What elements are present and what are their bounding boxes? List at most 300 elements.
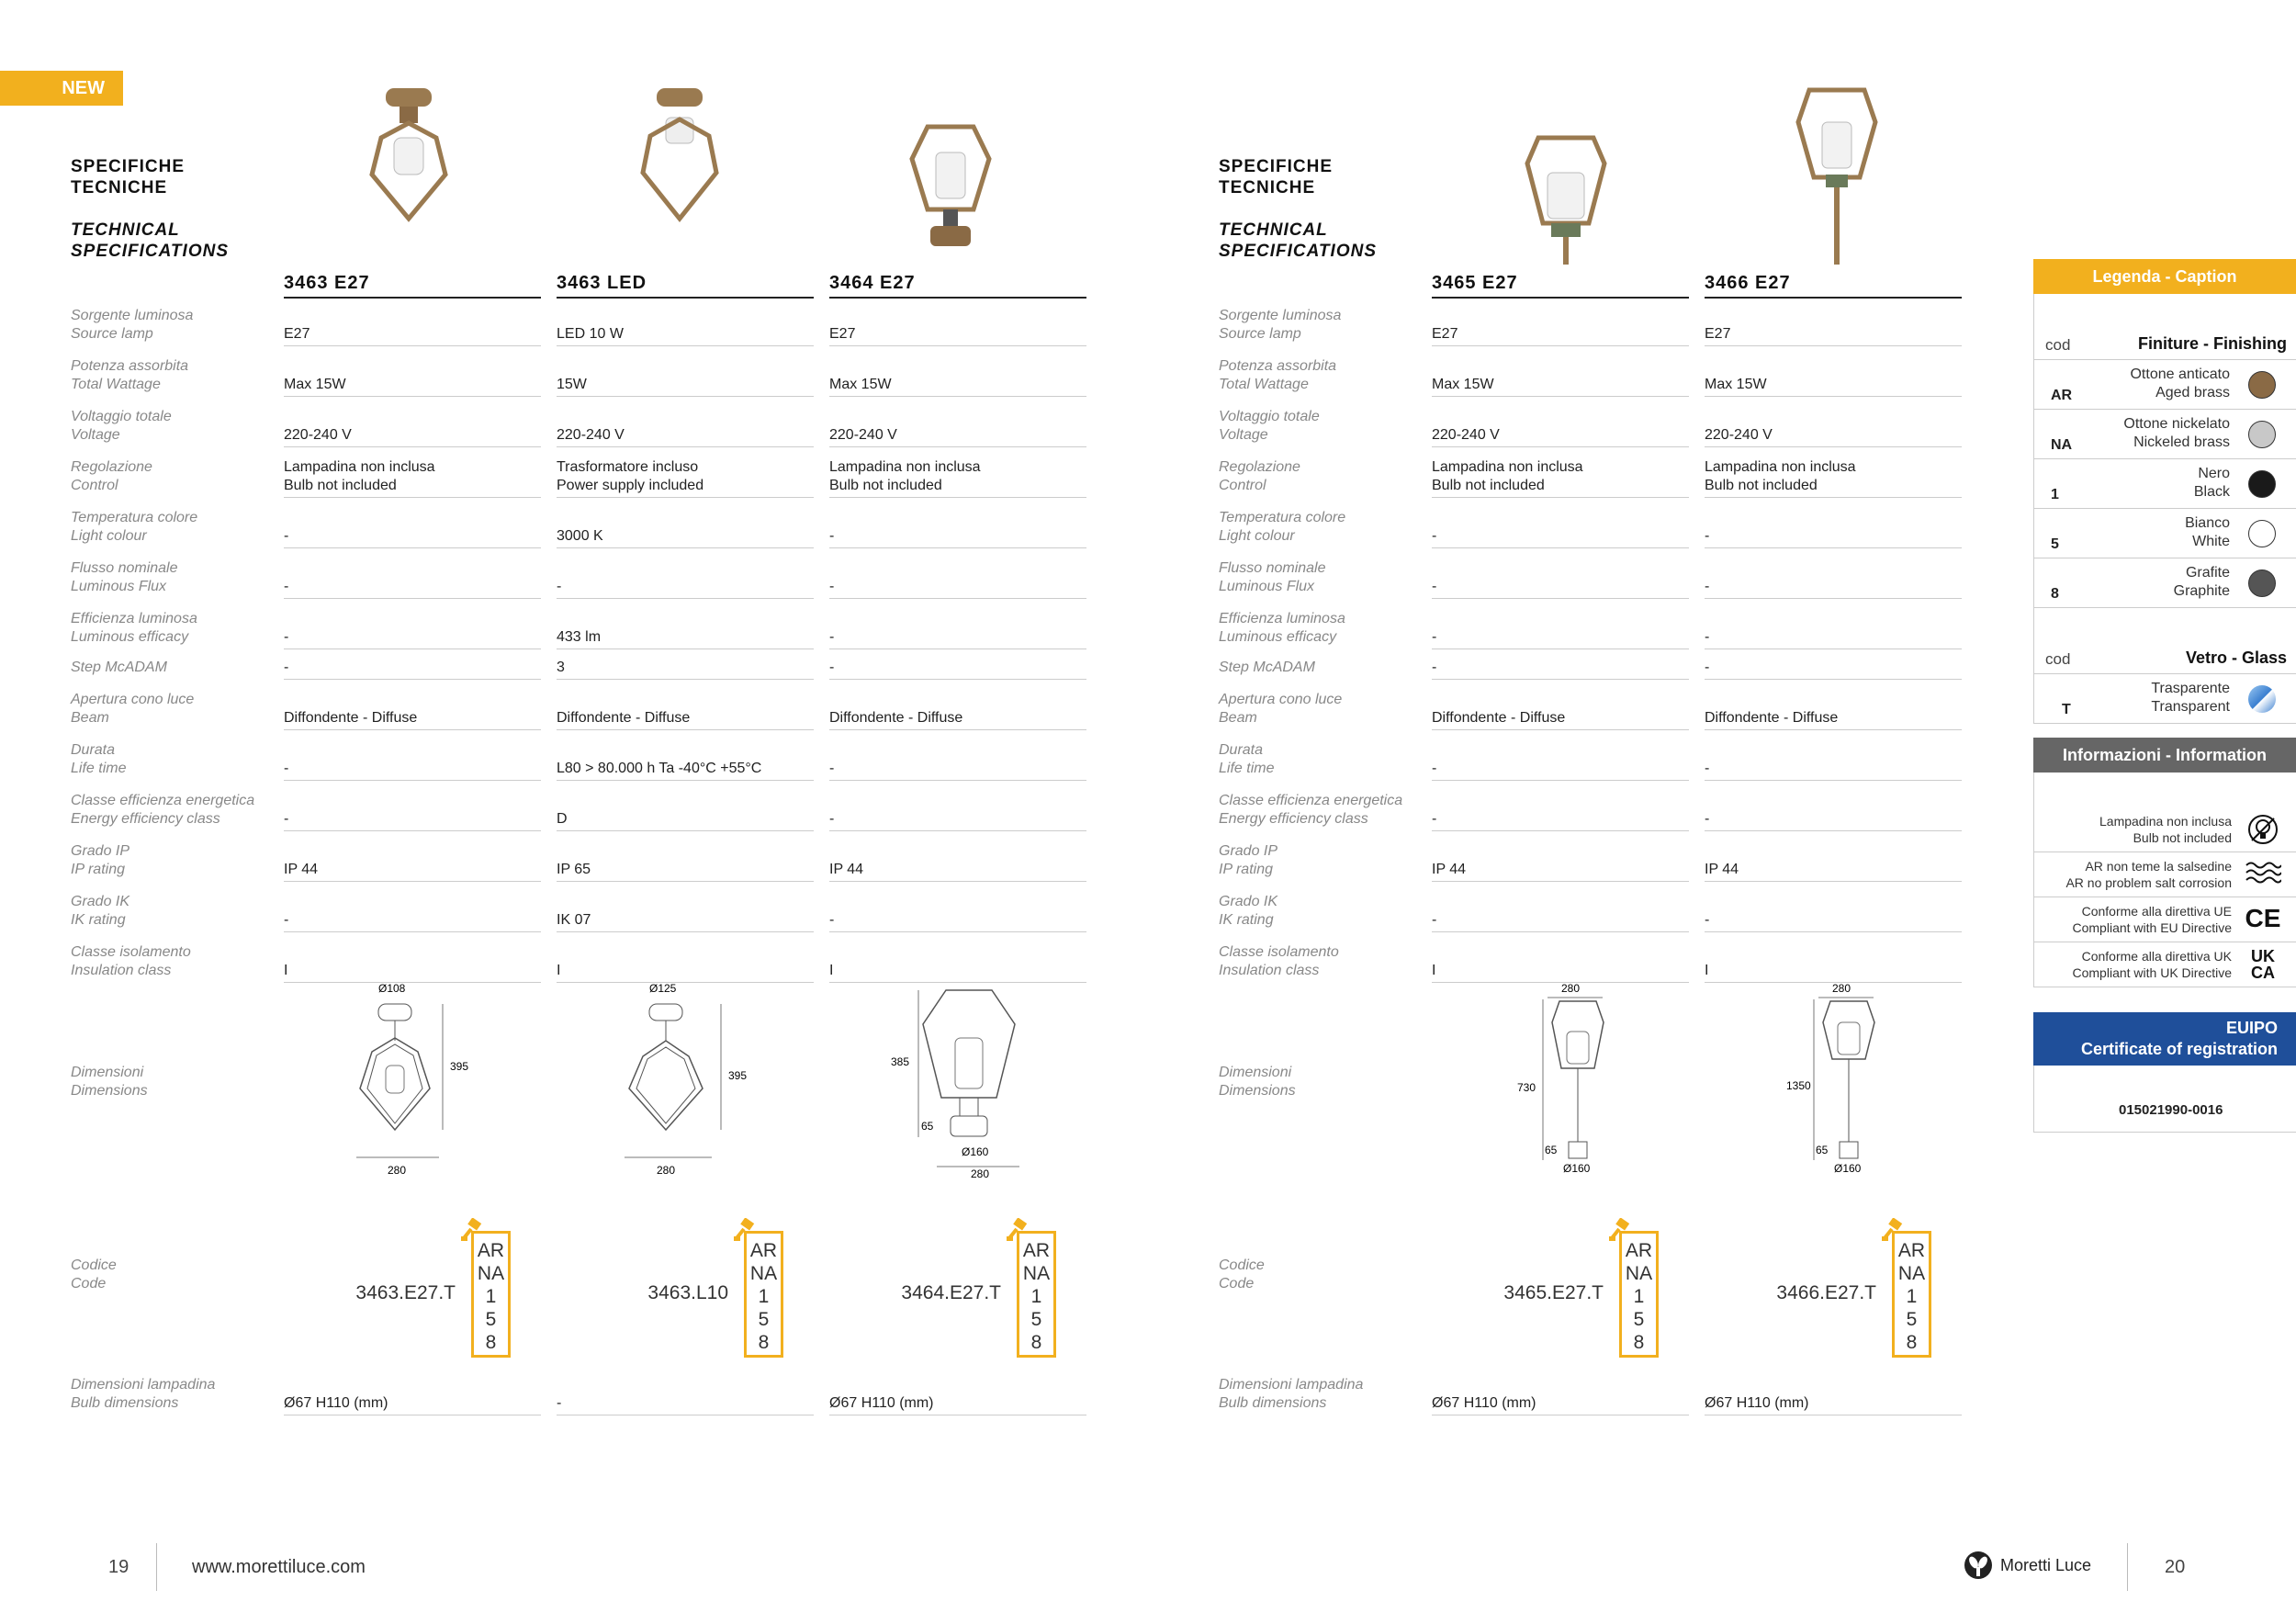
finish-row-label-en: Graphite [2173,583,2230,599]
spec-cell [557,709,814,730]
row-label [1219,357,1336,394]
spec-cell [1705,861,1962,882]
spec-value: - [284,579,289,594]
spec-cell [829,376,1086,397]
row-label-it: Flusso nominale [1219,560,1326,576]
row-label-en: Insulation class [1219,963,1320,978]
spec-value: - [1432,761,1437,776]
spec-value: E27 [1705,326,1731,342]
finish-row-label-it: Nero [2198,466,2230,481]
row-label-en: Beam [71,710,109,726]
spec-value: Max 15W [1432,377,1494,392]
row-label [1219,458,1300,495]
spec-cell [1432,426,1689,447]
legend-title: Legenda - Caption [2033,259,2296,294]
spec-cell [1705,376,1962,397]
spec-cell [1432,962,1689,983]
spec-cell [1432,458,1689,498]
info-row-label-it: AR non teme la salsedine [2085,859,2232,874]
dim-base-label: Ø160 [962,1145,989,1158]
bulb-dimensions-label-en: Bulb dimensions [71,1395,179,1411]
spec-value: LED 10 W [557,326,624,342]
spec-value: IP 44 [1432,862,1467,877]
spec-cell [1705,628,1962,649]
spec-value: 220-240 V [1705,427,1773,443]
spec-value: - [284,811,289,827]
finish-row-label-en: Aged brass [2155,385,2230,400]
finish-code: 1 [1030,1286,1042,1307]
finish-row-code: 1 [2051,487,2059,502]
spec-value: IK 07 [557,912,591,928]
row-label [71,307,193,344]
spec-value: - [1705,912,1710,928]
spec-value: - [284,912,289,928]
footer-divider [2127,1543,2128,1591]
specs-heading: SPECIFICHE TECNICHE [1219,157,1334,197]
finish-code: 5 [1906,1309,1918,1330]
spec-cell [1705,760,1962,781]
spec-cell [829,628,1086,649]
spec-value: 3 [557,660,565,675]
bulb-dimensions-label-it: Dimensioni lampadina [1219,1377,1364,1393]
euipo-title-line2: Certificate of registration [2080,1040,2278,1058]
spec-cell [284,458,541,498]
spec-cell [1705,458,1962,498]
dimension-drawing-3466-e27 [1786,981,1896,1179]
finish-row-label-it: Bianco [2185,515,2230,531]
code-label-it: Codice [71,1257,117,1273]
spec-cell [1705,578,1962,599]
spec-cell [1432,376,1689,397]
finish-row-label-en: White [2192,534,2230,549]
info-panel [2033,738,2296,987]
spec-value: E27 [1432,326,1458,342]
spec-value: 220-240 V [1432,427,1500,443]
spec-cell [829,659,1086,680]
row-label-it: Apertura cono luce [71,692,195,707]
glass-row-label-it: Trasparente [2151,681,2230,696]
spec-value: - [1705,528,1710,544]
spec-cell [829,962,1086,983]
finish-row-label [2185,514,2230,551]
product-image-3466-e27 [1791,81,1883,265]
spec-cell [284,810,541,831]
spec-value: I [1432,963,1436,978]
finish-row [2034,360,2296,410]
finish-code: 1 [1906,1286,1918,1307]
glass-title: Vetro - Glass [2185,648,2287,667]
spec-cell [1432,578,1689,599]
dimensions-label-it: Dimensioni [71,1065,144,1080]
finish-code: AR [477,1240,505,1261]
finish-row-code: 5 [2051,536,2059,552]
bulb-dimension-value: Ø67 H110 (mm) [1432,1394,1689,1415]
row-label-en: Energy efficiency class [1219,811,1368,827]
finish-code: 8 [1906,1332,1918,1353]
spec-value: Max 15W [829,377,892,392]
spec-cell [284,911,541,932]
glass-row-label-en: Transparent [2151,699,2230,715]
spec-value: 220-240 V [284,427,352,443]
spec-value: Lampadina non inclusa [1705,459,1856,475]
row-label [1219,307,1341,344]
ukca-mark-icon [2245,948,2281,981]
finish-code: 8 [1633,1332,1645,1353]
info-row [2034,897,2296,942]
finish-row [2034,558,2296,608]
spec-value: Bulb not included [829,478,942,493]
info-row-label-it: Conforme alla direttiva UE [2081,904,2232,919]
waves-icon [2245,858,2281,891]
dim-base-label: Ø160 [1834,1162,1862,1175]
spec-value: - [284,629,289,645]
finish-row-label-it: Ottone nickelato [2123,416,2230,432]
product-code: 3466.E27.T [1776,1282,1876,1303]
finish-code: AR [1022,1240,1051,1261]
ukca-mark-text-2: CA [2251,964,2275,982]
spec-cell [1705,659,1962,680]
finish-code: NA [749,1263,778,1284]
bulb-dimensions-label [71,1376,215,1413]
dim-top-label: Ø108 [378,982,406,995]
paint-brush-icon [1881,1218,1905,1242]
spec-cell [829,578,1086,599]
spec-cell [1705,325,1962,346]
finish-row [2034,410,2296,459]
row-label-it: Flusso nominale [71,560,178,576]
row-label-it: Efficienza luminosa [1219,611,1345,626]
finish-codes-box [471,1231,511,1358]
finish-swatch [2248,570,2276,597]
info-row [2034,852,2296,897]
finish-code: 8 [758,1332,770,1353]
info-row [2034,807,2296,852]
spec-value: Bulb not included [1432,478,1545,493]
spec-cell [1705,810,1962,831]
dim-width-label: 280 [971,1167,990,1180]
spec-cell [1705,911,1962,932]
specs-heading: SPECIFICHE TECNICHE [71,157,186,197]
spec-value: 433 lm [557,629,602,645]
finish-row-label [2123,415,2230,452]
spec-value: Power supply included [557,478,704,493]
website-link[interactable]: www.morettiluce.com [192,1557,366,1577]
spec-value: - [829,912,835,928]
info-row-label [2099,813,2232,846]
dimension-drawing-3463-e27 [340,978,505,1180]
euipo-title [2033,1012,2296,1066]
finish-swatch [2248,371,2276,399]
spec-value: - [1705,811,1710,827]
glass-swatch [2248,685,2276,713]
finish-row-label [2130,366,2230,402]
spec-cell [829,709,1086,730]
spec-cell [284,426,541,447]
spec-value: Diffondente - Diffuse [557,710,691,726]
spec-cell [829,426,1086,447]
bulb-dimension-value: Ø67 H110 (mm) [1705,1394,1962,1415]
paint-brush-icon [1006,1218,1030,1242]
legend-panel [2033,259,2296,724]
spec-value: Diffondente - Diffuse [284,710,418,726]
spec-value: D [557,811,568,827]
paint-brush-icon [1608,1218,1632,1242]
spec-cell [284,578,541,599]
spec-cell [1705,527,1962,548]
dimensions-label-en: Dimensions [71,1083,148,1099]
row-label-en: Energy efficiency class [71,811,220,827]
row-label [71,610,197,647]
finish-swatch [2248,421,2276,448]
finish-codes-box [1619,1231,1659,1358]
spec-value: Diffondente - Diffuse [829,710,963,726]
finish-swatch [2248,520,2276,547]
spec-cell [557,426,814,447]
row-label-it: Efficienza luminosa [71,611,197,626]
dim-height-label: 1350 [1786,1079,1811,1092]
spec-cell [557,659,814,680]
spec-value: E27 [284,326,310,342]
product-code: 3465.E27.T [1503,1282,1604,1303]
brand-name: Moretti Luce [2000,1556,2092,1574]
spec-cell [1432,709,1689,730]
spec-value: IP 44 [829,862,864,877]
row-label [71,792,254,829]
row-label [1219,943,1339,980]
finish-code: NA [1625,1263,1653,1284]
spec-value: Bulb not included [284,478,397,493]
spec-value: - [829,629,835,645]
finish-code: 5 [1030,1309,1042,1330]
paint-brush-icon [460,1218,484,1242]
info-row-label-en: Compliant with EU Directive [2072,920,2232,935]
spec-value: I [557,963,561,978]
spec-cell [829,527,1086,548]
row-label-en: Voltage [1219,427,1268,443]
info-row-label [2073,903,2233,936]
finish-row [2034,459,2296,509]
finish-row-code: 8 [2051,586,2059,602]
spec-cell [829,458,1086,498]
product-image-3464-e27 [905,118,996,255]
spec-cell [829,760,1086,781]
dim-top-label: 280 [1832,982,1851,995]
dimension-drawing-3464-e27 [886,983,1042,1180]
row-label [1219,659,1315,677]
finish-row-label-it: Grafite [2185,565,2230,581]
spec-cell [829,861,1086,882]
new-badge: NEW [0,71,123,106]
euipo-panel [2033,1012,2296,1133]
finish-swatch [2248,470,2276,498]
row-label-it: Regolazione [1219,459,1300,475]
spec-value: - [1432,579,1437,594]
finish-code: 1 [758,1286,770,1307]
row-label [1219,610,1345,647]
row-label-en: Beam [1219,710,1257,726]
row-label-it: Durata [71,742,116,758]
spec-value: Max 15W [1705,377,1767,392]
spec-value: - [284,528,289,544]
row-label-it: Voltaggio totale [71,409,172,424]
finish-codes-box [1892,1231,1931,1358]
dimension-drawing-3463-led [611,978,776,1180]
row-label-it: Potenza assorbita [71,358,189,374]
dimensions-label [1219,1064,1296,1100]
row-label [1219,792,1402,829]
row-label-en: Voltage [71,427,120,443]
dim-width-label: 280 [657,1164,676,1177]
spec-value: 220-240 V [829,427,897,443]
row-label [1219,893,1277,930]
spec-value: - [1432,629,1437,645]
row-label-en: IP rating [71,862,125,877]
spec-cell [1705,426,1962,447]
spec-cell [1432,911,1689,932]
spec-value: - [557,579,562,594]
finish-row [2034,509,2296,558]
spec-cell [829,911,1086,932]
spec-value: - [1432,912,1437,928]
spec-value: I [284,963,288,978]
glass-row-label [2151,680,2230,716]
finish-row-label-en: Nickeled brass [2133,434,2230,450]
finish-row-label-it: Ottone anticato [2130,367,2230,382]
row-label-en: Life time [1219,761,1275,776]
row-label [71,408,172,445]
spec-value: - [1432,811,1437,827]
spec-cell [1432,861,1689,882]
info-row-label-en: Bulb not included [2133,830,2232,845]
spec-cell [557,527,814,548]
column-header: 3464 E27 [829,273,1086,299]
column-header: 3463 LED [557,273,814,299]
finish-code: 8 [1030,1332,1042,1353]
row-label-en: IK rating [1219,912,1274,928]
row-label-it: Regolazione [71,459,152,475]
finishing-title: Finiture - Finishing [2138,334,2287,353]
dim-height-label: 730 [1517,1081,1536,1094]
glass-row [2034,674,2296,724]
dim-base-height-label: 65 [1816,1144,1829,1156]
spec-cell [557,376,814,397]
spec-value: Lampadina non inclusa [829,459,981,475]
spec-cell [557,628,814,649]
spec-cell [284,376,541,397]
finish-code: 5 [758,1309,770,1330]
spec-value: Lampadina non inclusa [284,459,435,475]
page-number-right: 20 [2165,1557,2186,1577]
row-label [71,893,129,930]
row-label [71,842,129,879]
info-row [2034,942,2296,987]
finish-code: 1 [1633,1286,1645,1307]
row-label [1219,691,1342,727]
bulb-dimensions-label-en: Bulb dimensions [1219,1395,1327,1411]
finish-code: NA [477,1263,505,1284]
info-row-label-en: Compliant with UK Directive [2072,965,2232,980]
spec-value: Max 15W [284,377,346,392]
finish-code: 5 [1633,1309,1645,1330]
row-label [71,559,178,596]
spec-value: - [284,761,289,776]
ce-mark-text: CE [2245,904,2281,932]
info-row-label [2073,948,2233,981]
product-image-3465-e27 [1520,127,1612,265]
row-label-en: Source lamp [1219,326,1301,342]
info-title: Informazioni - Information [2033,738,2296,773]
row-label-it: Classe isolamento [71,944,191,960]
row-label-it: Grado IK [1219,894,1278,909]
glass-row-code: T [2062,702,2071,717]
spec-cell [557,578,814,599]
spec-cell [284,325,541,346]
bulb-dimensions-label [1219,1376,1363,1413]
dim-height-label: 385 [891,1055,910,1068]
spec-value: Trasformatore incluso [557,459,699,475]
info-row-label [2065,858,2232,891]
row-label [71,659,167,677]
glass-cod-label: cod [2045,650,2071,668]
row-label [1219,559,1326,596]
ce-mark-icon [2245,903,2281,936]
spec-value: Bulb not included [1705,478,1818,493]
euipo-number: 015021990-0016 [2119,1102,2223,1118]
row-label-it: Apertura cono luce [1219,692,1343,707]
finish-code: NA [1897,1263,1926,1284]
dimension-drawing-3465-e27 [1515,981,1626,1179]
spec-value: - [829,761,835,776]
spec-cell [284,628,541,649]
dim-base-height-label: 65 [1545,1144,1558,1156]
row-label-it: Grado IP [1219,843,1278,859]
spec-value: - [1432,528,1437,544]
row-label-it: Sorgente luminosa [1219,308,1342,323]
spec-value: - [829,660,835,675]
no-bulb-icon [2245,813,2281,846]
row-label-it: Temperatura colore [1219,510,1346,525]
row-label [1219,842,1277,879]
row-label-it: Sorgente luminosa [71,308,194,323]
spec-value: 220-240 V [557,427,625,443]
row-label-en: Control [1219,478,1266,493]
code-label [71,1257,117,1293]
row-label-en: Source lamp [71,326,153,342]
row-label-en: IK rating [71,912,126,928]
row-label [71,741,126,778]
spec-value: - [829,528,835,544]
dim-top-label: 280 [1561,982,1581,995]
spec-cell [284,861,541,882]
finish-code: NA [1022,1263,1051,1284]
spec-cell [1432,810,1689,831]
row-label-en: Luminous efficacy [1219,629,1337,645]
product-image-3463-e27 [363,81,455,228]
spec-cell [284,709,541,730]
row-label [1219,741,1274,778]
row-label-it: Step McADAM [1219,660,1315,675]
spec-cell [1432,527,1689,548]
spec-cell [284,760,541,781]
spec-cell [557,861,814,882]
row-label [1219,509,1345,546]
row-label-it: Durata [1219,742,1264,758]
spec-cell [557,962,814,983]
spec-value: L80 > 80.000 h Ta -40°C +55°C [557,761,762,776]
code-label-en: Code [71,1276,107,1291]
row-label-en: Control [71,478,118,493]
ukca-mark-text-1: UK [2251,947,2275,965]
